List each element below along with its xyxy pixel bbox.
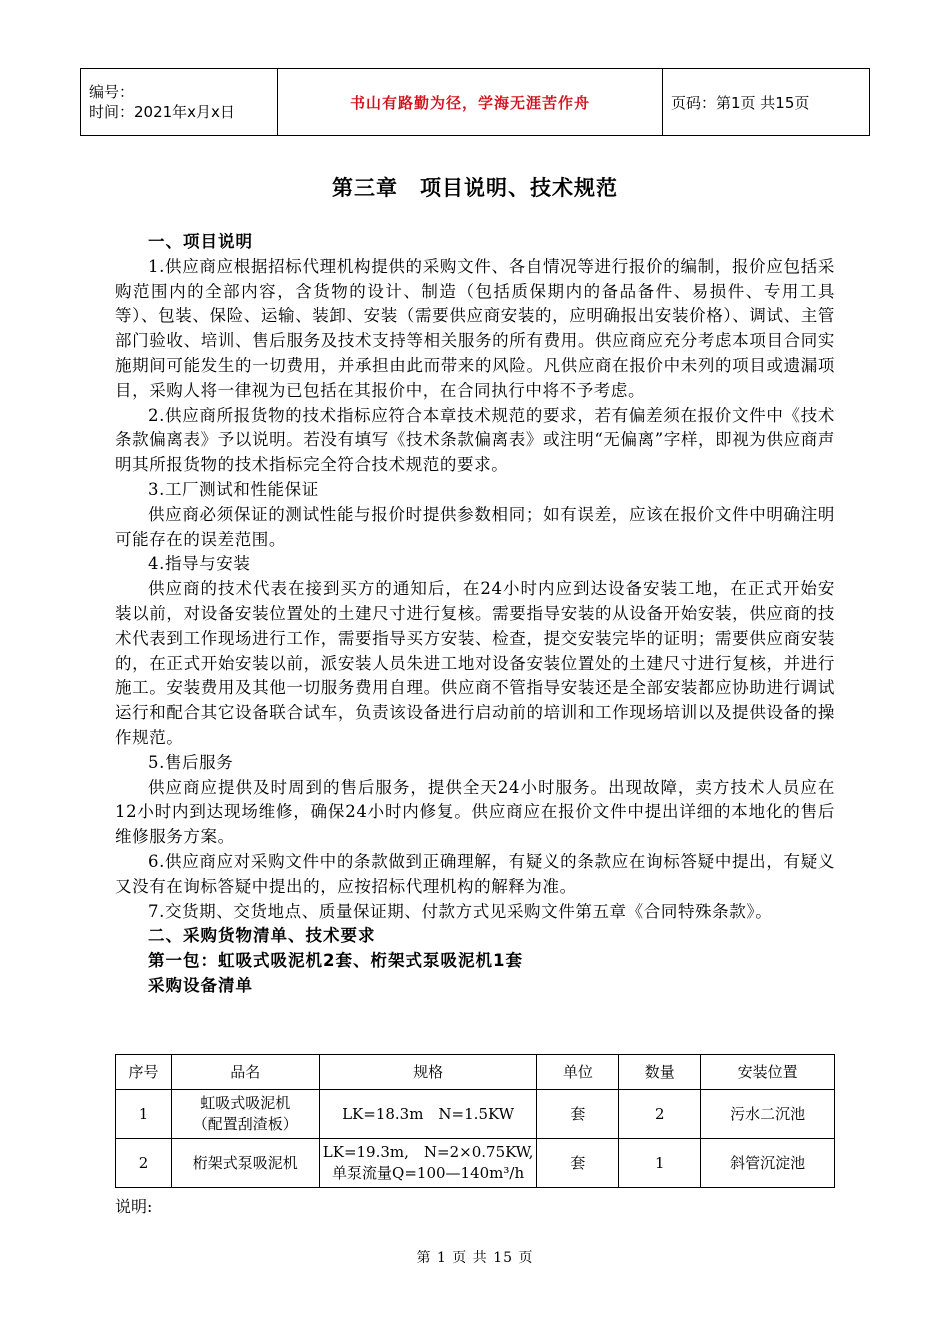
page-footer: 第 1 页 共 15 页 xyxy=(416,1250,534,1266)
paragraph: 5.售后服务 xyxy=(148,752,234,772)
cell-no: 2 xyxy=(116,1139,172,1188)
table-caption: 采购设备清单 xyxy=(148,975,253,995)
number-label: 编号： xyxy=(89,83,135,101)
col-header-no: 序号 xyxy=(116,1055,172,1090)
cell-no: 1 xyxy=(116,1090,172,1139)
cell-location: 污水二沉池 xyxy=(701,1090,835,1139)
section-heading-1: 一、项目说明 xyxy=(148,232,253,251)
section-heading-2: 二、采购货物清单、技术要求 xyxy=(148,926,376,946)
cell-location: 斜管沉淀池 xyxy=(701,1139,835,1188)
header-motto: 书山有路勤为径，学海无涯苦作舟 xyxy=(278,69,663,136)
paragraph: 3.工厂测试和性能保证 xyxy=(148,479,319,499)
cell-qty: 2 xyxy=(619,1090,701,1139)
table-row xyxy=(116,1090,835,1139)
col-header-qty: 数量 xyxy=(619,1055,701,1090)
time-label: 时间：2021年x月x日 xyxy=(89,103,235,121)
cell-unit: 套 xyxy=(537,1139,619,1188)
cell-spec: LK=18.3m N=1.5KW xyxy=(319,1090,537,1139)
page-header xyxy=(80,68,870,136)
cell-name-line: （配置刮渣板） xyxy=(192,1115,298,1133)
col-header-unit: 单位 xyxy=(537,1055,619,1090)
col-header-location: 安装位置 xyxy=(701,1055,835,1090)
paragraph: 6.供应商应对采购文件中的条款做到正确理解，有疑义的条款应在询标答疑中提出，有疑义又没有在询标答疑中提出的，应按招标代理机构的解释为准。 xyxy=(115,851,835,896)
paragraph: 1.供应商应根据招标代理机构提供的采购文件、各自情况等进行报价的编制，报价应包括采购范围内的全部内容，含货物的设计、制造（包括质保期内的备品备件、易损件、专用工具等）、包装、保险、运输、装卸、安装（需要供应商安装的，应明确报出安装价格）、调试、主管部门验收、培训、售后服务及技术支持等相关服务的所有费用。供应商应充分考虑本项目合同实施期间可能发生的一切费用，并承担由此而带来的风险。凡供应商在报价中未列的项目或遗漏项目，采购人将一律视为已包括在其报价中，在合同执行中将不予考虑。 xyxy=(115,256,835,400)
paragraph: 供应商必须保证的测试性能与报价时提供参数相同；如有误差，应该在报价文件中明确注明可能存在的误差范围。 xyxy=(115,504,835,549)
table-row xyxy=(116,1139,835,1188)
col-header-spec: 规格 xyxy=(319,1055,537,1090)
package-heading: 第一包：虹吸式吸泥机2套、桁架式泵吸泥机1套 xyxy=(148,951,523,971)
chapter-title: 第三章 项目说明、技术规范 xyxy=(332,176,618,200)
cell-spec-line: 单泵流量Q=100—140m³/h xyxy=(332,1164,525,1182)
cell-name-line: 虹吸式吸泥机 xyxy=(200,1094,291,1112)
paragraph: 7.交货期、交货地点、质量保证期、付款方式见采购文件第五章《合同特殊条款》。 xyxy=(148,901,773,921)
table-header-row xyxy=(116,1055,835,1090)
cell-qty: 1 xyxy=(619,1139,701,1188)
cell-spec xyxy=(319,1139,537,1188)
paragraph: 2.供应商所报货物的技术指标应符合本章技术规范的要求，若有偏差须在报价文件中《技术条款偏离表》予以说明。若没有填写《技术条款偏离表》或注明“无偏离”字样，即视为供应商声明其所报货物的技术指标完全符合技术规范的要求。 xyxy=(115,405,835,475)
paragraph: 供应商的技术代表在接到买方的通知后，在24小时内应到达设备安装工地，在正式开始安装以前，对设备安装位置处的土建尺寸进行复核。需要指导安装的从设备开始安装，供应商的技术代表到工作现场进行工作，需要指导买方安装、检查，提交安装完毕的证明；需要供应商安装的，在正式开始安装以前，派安装人员朱进工地对设备安装位置处的土建尺寸进行复核，并进行施工。安装费用及其他一切服务费用自理。供应商不管指导安装还是全部安装都应协助进行调试运行和配合其它设备联合试车，负责该设备进行启动前的培训和工作现场培训以及提供设备的操作规范。 xyxy=(115,579,835,747)
cell-name: 桁架式泵吸泥机 xyxy=(171,1139,319,1188)
header-meta xyxy=(81,69,278,136)
col-header-name: 品名 xyxy=(171,1055,319,1090)
cell-name xyxy=(171,1090,319,1139)
paragraph: 4.指导与安装 xyxy=(148,554,251,574)
note-label: 说明: xyxy=(115,1197,153,1216)
document-body xyxy=(115,230,835,999)
header-page-info: 页码：第1页 共15页 xyxy=(663,69,870,136)
cell-spec-line: LK=19.3m, N=2×0.75KW, xyxy=(322,1143,534,1161)
paragraph: 供应商应提供及时周到的售后服务，提供全天24小时服务。出现故障，卖方技术人员应在12小时内到达现场维修，确保24小时内修复。供应商应在报价文件中提出详细的本地化的售后维修服务方案。 xyxy=(115,777,835,847)
equipment-table xyxy=(115,1054,835,1188)
cell-unit: 套 xyxy=(537,1090,619,1139)
